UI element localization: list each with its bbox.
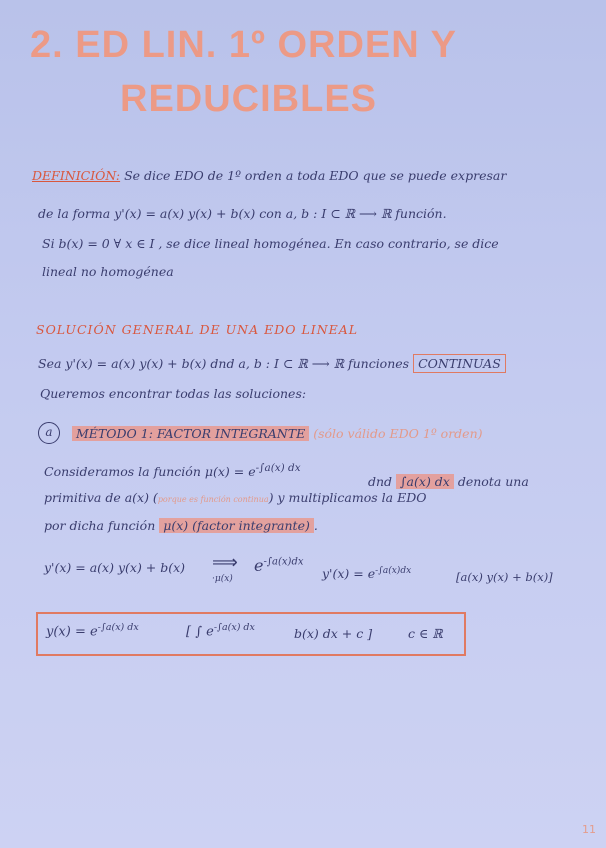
definition-line-2: de la forma y'(x) = a(x) y(x) + b(x) con a, b : I ⊂ ℝ ⟶ ℝ función.	[38, 206, 447, 221]
equation-e-base: e	[254, 556, 264, 575]
definition-line-1	[32, 168, 506, 183]
method-p1-dnd: dnd	[368, 474, 393, 489]
equation-exponent-1: -∫a(x)dx	[263, 556, 304, 568]
method-title-line	[72, 426, 483, 441]
section-heading: SOLUCIÓN GENERAL DE UNA EDO LINEAL	[36, 322, 359, 337]
implies-arrow-label: ·μ(x)	[212, 574, 233, 584]
method-title: MÉTODO 1: FACTOR INTEGRANTE	[72, 426, 309, 441]
method-p3-mu: μ(x) (factor integrante)	[159, 518, 314, 533]
equation-rhs: [a(x) y(x) + b(x)]	[456, 570, 553, 584]
equation-middle	[322, 566, 411, 581]
general-solution-line-2: Queremos encontrar todas las soluciones:	[40, 386, 307, 401]
implies-arrow: ⟹	[212, 552, 238, 573]
equation-e	[254, 556, 304, 575]
result-exponent-1: -∫a(x) dx	[97, 622, 139, 633]
method-p2-text: primitiva de a(x) (	[44, 490, 158, 505]
general-solution-text: Sea y'(x) = a(x) y(x) + b(x) dnd a, b : I ⊂ ℝ ⟶ ℝ funciones	[38, 356, 410, 371]
general-solution-line-1	[38, 356, 506, 371]
page-title	[30, 18, 457, 126]
equation-exponent-2: -∫a(x)dx	[375, 566, 412, 576]
definition-line-4: lineal no homogénea	[42, 264, 174, 279]
title-line-1: 2. ED LIN. 1º ORDEN Y	[30, 24, 457, 66]
method-p2-small-note: porque es función continua	[157, 495, 269, 504]
method-p2-tail: ) y multiplicamos la EDO	[268, 490, 427, 505]
method-paragraph-1	[44, 462, 301, 479]
result-lhs-text: y(x) = e	[46, 624, 98, 640]
method-p1-exponent: -∫a(x) dx	[255, 462, 301, 474]
result-domain: c ∈ ℝ	[408, 626, 443, 641]
result-bracket: [ ∫ e	[186, 624, 214, 640]
result-integral	[186, 622, 255, 639]
definition-line-3: Si b(x) = 0 ∀ x ∈ I , se dice lineal homogénea. En caso contrario, se dice	[42, 236, 499, 251]
result-exponent-2: -∫a(x) dx	[213, 622, 255, 633]
method-note: (sólo válido EDO 1º orden)	[313, 426, 483, 441]
method-p1-integral: ∫a(x) dx	[396, 474, 454, 489]
method-paragraph-2	[44, 490, 426, 505]
definition-text-1: Se dice EDO de 1º orden a toda EDO que se puede expresar	[124, 168, 507, 183]
result-lhs	[46, 622, 139, 639]
method-p3-text: por dicha función	[44, 518, 156, 533]
equation-middle-text: y'(x) = e	[322, 566, 376, 582]
method-paragraph-3	[44, 518, 318, 533]
method-p1-text: Consideramos la función μ(x) = e	[44, 464, 256, 480]
method-p1-denota: denota una	[457, 474, 529, 489]
page-number: 11	[582, 823, 596, 836]
continuas-box: CONTINUAS	[413, 354, 506, 373]
equation-lhs: y'(x) = a(x) y(x) + b(x)	[44, 560, 186, 575]
definition-label: DEFINICIÓN:	[32, 168, 121, 183]
result-tail: b(x) dx + c ]	[294, 626, 373, 641]
method-marker: a	[38, 422, 60, 444]
title-line-2: REDUCIBLES	[120, 78, 378, 120]
method-paragraph-1-tail	[368, 474, 529, 489]
method-p3-period: .	[313, 518, 318, 533]
